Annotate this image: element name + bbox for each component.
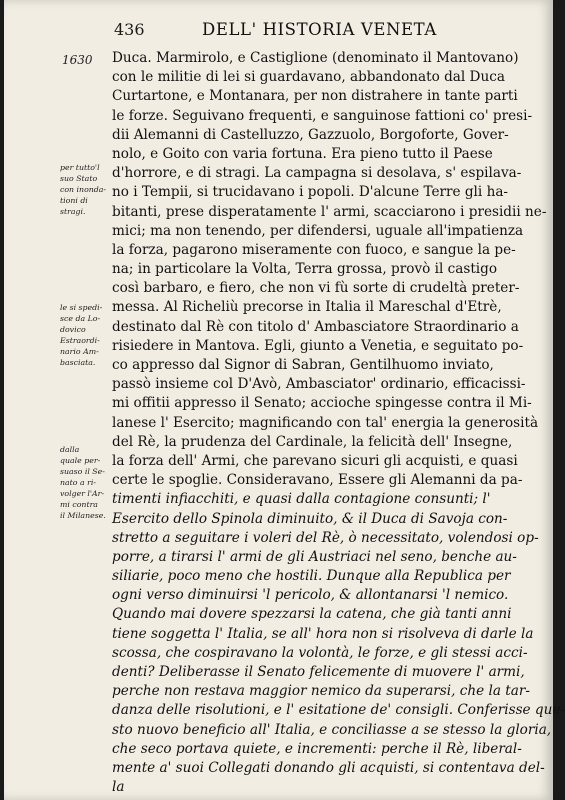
text-line: passò insieme col D'Avò, Ambasciator' ordinario, efficacissi- bbox=[112, 376, 526, 393]
text-line: destinato dal Rè con titolo d' Ambasciatore Straordinario a bbox=[112, 318, 519, 335]
text-line: mici; ma non tenendo, per difendersi, uguale all'impatienza bbox=[112, 222, 524, 239]
text-line: lanese l' Esercito; magnificando con tal' energia la generosità bbox=[112, 414, 539, 431]
text-line: danza delle risolutioni, e l' esitatione de' consigli. Conferisse que- bbox=[112, 702, 565, 719]
text-line: d'horrore, e di stragi. La campagna si desolava, s' espilava- bbox=[112, 165, 522, 182]
text-line: del Rè, la prudenza del Cardinale, la felicità dell' Insegne, bbox=[112, 433, 513, 450]
text-line: siliarie, poco meno che hostili. Dunque alla Republica per bbox=[112, 568, 511, 585]
text-line: le forze. Seguivano frequenti, e sanguinose fattioni co' presi- bbox=[112, 107, 533, 124]
text-line: ogni verso diminuirsi 'l pericolo, & allontanarsi 'l nemico. bbox=[112, 587, 509, 604]
text-line: bitanti, prese disperatamente l' armi, scacciarono i presidii ne- bbox=[112, 203, 547, 220]
text-line: la bbox=[112, 779, 125, 796]
text-line: mi offitii appresso il Senato; accioche spingesse contra il Mi- bbox=[112, 395, 532, 412]
text-line: così barbaro, e fiero, che non vi fù sorte di crudeltà preter- bbox=[112, 280, 520, 297]
text-line: Esercito dello Spinola diminuito, & il Duca di Savoja con- bbox=[112, 510, 508, 527]
text-line: con le militie di lei si guardavano, abbandonato dal Duca bbox=[112, 69, 505, 86]
text-line: Quando mai dovere spezzarsi la catena, che già tanti anni bbox=[112, 606, 512, 623]
body-text bbox=[112, 49, 565, 797]
text-line: perche non restava maggior nemico da superarsi, che la tar- bbox=[112, 683, 530, 700]
text-line: timenti infiacchiti, e quasi dalla contagione consunti; l' bbox=[112, 491, 491, 508]
text-line: Duca. Marmirolo, e Castiglione (denominato il Mantovano) bbox=[112, 50, 519, 66]
text-line: nolo, e Goito con varia fortuna. Era pieno tutto il Paese bbox=[112, 145, 493, 162]
text-line: che seco portava quiete, e incrementi: perche il Rè, liberal- bbox=[112, 740, 522, 757]
text-line: risiedere in Mantova. Egli, giunto a Venetia, e seguitato po- bbox=[112, 337, 524, 354]
text-line: messa. Al Richeliù precorse in Italia il Mareschal d'Etrè, bbox=[112, 299, 502, 316]
text-line: stretto a seguitare i voleri del Rè, ò necessitato, volendosi op- bbox=[112, 529, 539, 546]
text-line: porre, a tirarsi l' armi de gli Austriaci nel seno, benche au- bbox=[112, 548, 517, 565]
text-line: na; in particolare la Volta, Terra grossa, provò il castigo bbox=[112, 261, 498, 278]
marginal-note: per tutto'l suo Stato con inonda- tioni di stragi. bbox=[60, 163, 107, 216]
page-number: 436 bbox=[114, 20, 145, 39]
book-page bbox=[4, 0, 565, 800]
text-line: dii Alemanni di Castelluzzo, Gazzuolo, Borgoforte, Gover- bbox=[112, 126, 509, 143]
text-line: certe le spoglie. Consideravano, Essere gli Alemanni da pa- bbox=[112, 472, 523, 489]
marginal-note: dalla quale per- suaso il Se- nato a ri- volger l'Ar- mi contra il Milanese. bbox=[60, 445, 106, 520]
text-line: la forza dell' Armi, che parevano sicuri gli acquisti, e quasi bbox=[112, 452, 518, 469]
text-line: mente a' suoi Collegati donando gli acquisti, si contentava del- bbox=[112, 759, 545, 776]
text-line: co appresso dal Signor di Sabran, Gentilhuomo inviato, bbox=[112, 357, 494, 373]
marginal-note: le si spedi- sce da Lo- dovico Estraordi- nario Am- basciata. bbox=[60, 303, 103, 367]
text-line: Curtartone, e Montanara, per non distrahere in tante parti bbox=[112, 88, 518, 105]
text-line: tiene soggetta l' Italia, se all' hora non si risolveva di darle la bbox=[112, 625, 534, 642]
page-header bbox=[4, 20, 553, 44]
margin-year: 1630 bbox=[62, 53, 93, 67]
text-line: scossa, che cospiravano la volontà, le forze, e gli stessi acci- bbox=[112, 644, 528, 661]
text-line: denti? Deliberasse il Senato felicemente di muovere l' armi, bbox=[112, 664, 525, 680]
text-line: la forza, pagarono miseramente con fuoco, e sangue la pe- bbox=[112, 241, 516, 258]
text-line: no i Tempii, si trucidavano i popoli. D'alcune Terre gli ha- bbox=[112, 184, 509, 201]
running-title: DELL' HISTORIA VENETA bbox=[202, 20, 437, 39]
text-line: sto nuovo beneficio all' Italia, e conciliasse a se stesso la gloria, bbox=[112, 721, 552, 738]
